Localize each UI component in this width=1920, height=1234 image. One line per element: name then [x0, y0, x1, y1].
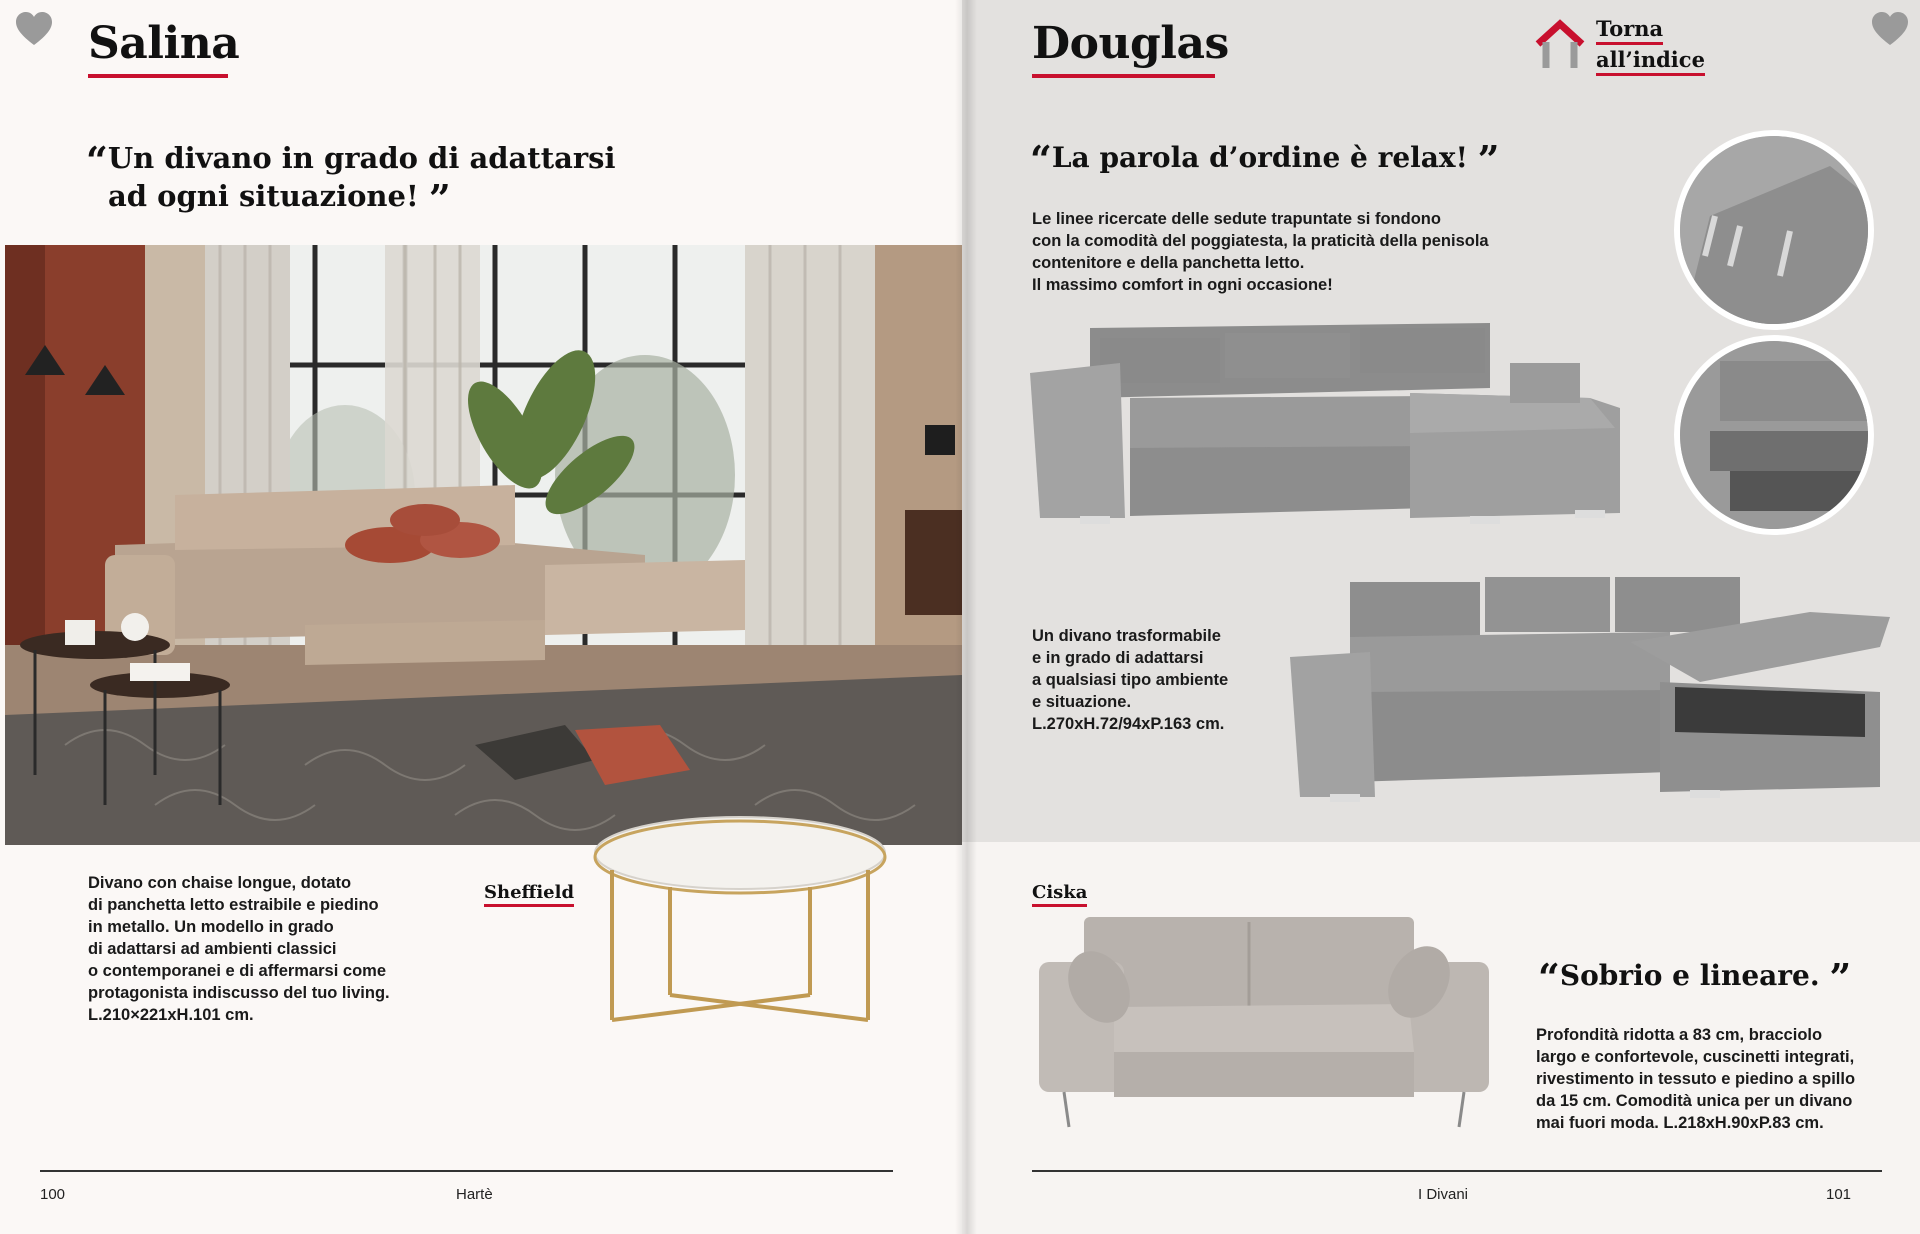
douglas-quote	[1030, 137, 1500, 182]
right-page	[962, 0, 1920, 1234]
description-line: Divano con chaise longue, dotato	[88, 874, 352, 892]
sheffield-coffee-table-image	[590, 815, 890, 1035]
ciska-sofa-image	[1034, 912, 1494, 1132]
ciska-quote	[1538, 955, 1852, 1000]
description-line: in metallo. Un modello in grado	[88, 918, 334, 936]
salina-living-room-photo	[5, 245, 962, 845]
page-number-right: 101	[1826, 1186, 1852, 1203]
douglas-intro	[1032, 208, 1489, 296]
quote-open-mark: “	[86, 138, 108, 183]
back-to-index-text	[1596, 14, 1705, 76]
salina-quote	[86, 138, 616, 221]
quote-open-mark: “	[1030, 137, 1052, 182]
page-number-left: 100	[40, 1186, 66, 1203]
quote-close-mark: ”	[428, 175, 451, 221]
quote-line-2: ad ogni situazione!	[108, 178, 419, 213]
transform-line: e situazione.	[1032, 693, 1132, 711]
title-underline	[1032, 74, 1215, 78]
detail-circle-mechanism	[1674, 130, 1874, 330]
sheffield-label[interactable]: Sheffield	[484, 882, 574, 907]
transform-line: e in grado di adattarsi	[1032, 649, 1204, 667]
footer-rule-left	[40, 1170, 893, 1172]
description-line: L.210×221xH.101 cm.	[88, 1006, 254, 1024]
back-to-index-link[interactable]	[1534, 14, 1714, 80]
favorite-heart-icon-right[interactable]	[1870, 10, 1910, 48]
product-title-douglas: Douglas	[1032, 18, 1229, 69]
transform-line: L.270xH.72/94xP.163 cm.	[1032, 715, 1225, 733]
douglas-sofa-open-image	[1290, 572, 1900, 812]
intro-line: contenitore e della panchetta letto.	[1032, 254, 1305, 272]
douglas-sofa-image	[1030, 318, 1630, 538]
footer-brand: Hartè	[456, 1186, 493, 1203]
book-spine-shadow	[955, 0, 977, 1234]
quote-text: La parola d’ordine è relax!	[1051, 141, 1468, 174]
quote-line-1: Un divano in grado di adattarsi	[107, 141, 616, 175]
salina-description	[88, 872, 390, 1026]
intro-line: Le linee ricercate delle sedute trapuntate si fondono	[1032, 210, 1441, 228]
description-line: di adattarsi ad ambienti classici	[88, 940, 337, 958]
quote-close-mark: ”	[1829, 955, 1852, 1000]
ciska-description	[1536, 1024, 1855, 1134]
douglas-transform-description	[1032, 625, 1228, 735]
home-link-line-2: all’indice	[1596, 47, 1705, 76]
description-line: di panchetta letto estraibile e piedino	[88, 896, 379, 914]
transform-line: a qualsiasi tipo ambiente	[1032, 671, 1229, 689]
intro-line: Il massimo comfort in ogni occasione!	[1032, 276, 1333, 294]
product-title-salina: Salina	[88, 18, 240, 69]
ciska-line: mai fuori moda. L.218xH.90xP.83 cm.	[1536, 1114, 1824, 1132]
quote-text: Sobrio e lineare.	[1559, 959, 1820, 992]
description-line: o contemporanei e di affermarsi come	[88, 962, 387, 980]
quote-open-mark: “	[1538, 955, 1560, 1000]
title-underline	[88, 74, 228, 78]
ciska-line: rivestimento in tessuto e piedino a spillo	[1536, 1070, 1856, 1088]
ciska-label[interactable]: Ciska	[1032, 882, 1087, 907]
home-link-line-1: Torna	[1596, 16, 1663, 45]
ciska-line: largo e confortevole, cuscinetti integrati,	[1536, 1048, 1855, 1066]
transform-line: Un divano trasformabile	[1032, 627, 1221, 645]
ciska-line: Profondità ridotta a 83 cm, bracciolo	[1536, 1026, 1823, 1044]
favorite-heart-icon-left[interactable]	[14, 10, 54, 48]
quote-close-mark: ”	[1477, 137, 1500, 182]
description-line: protagonista indiscusso del tuo living.	[88, 984, 390, 1002]
house-icon	[1534, 18, 1586, 70]
detail-circle-bed	[1674, 335, 1874, 535]
footer-section: I Divani	[1418, 1186, 1469, 1203]
intro-line: con la comodità del poggiatesta, la praticità della penisola	[1032, 232, 1489, 250]
ciska-line: da 15 cm. Comodità unica per un divano	[1536, 1092, 1853, 1110]
footer-rule-right	[1032, 1170, 1882, 1172]
